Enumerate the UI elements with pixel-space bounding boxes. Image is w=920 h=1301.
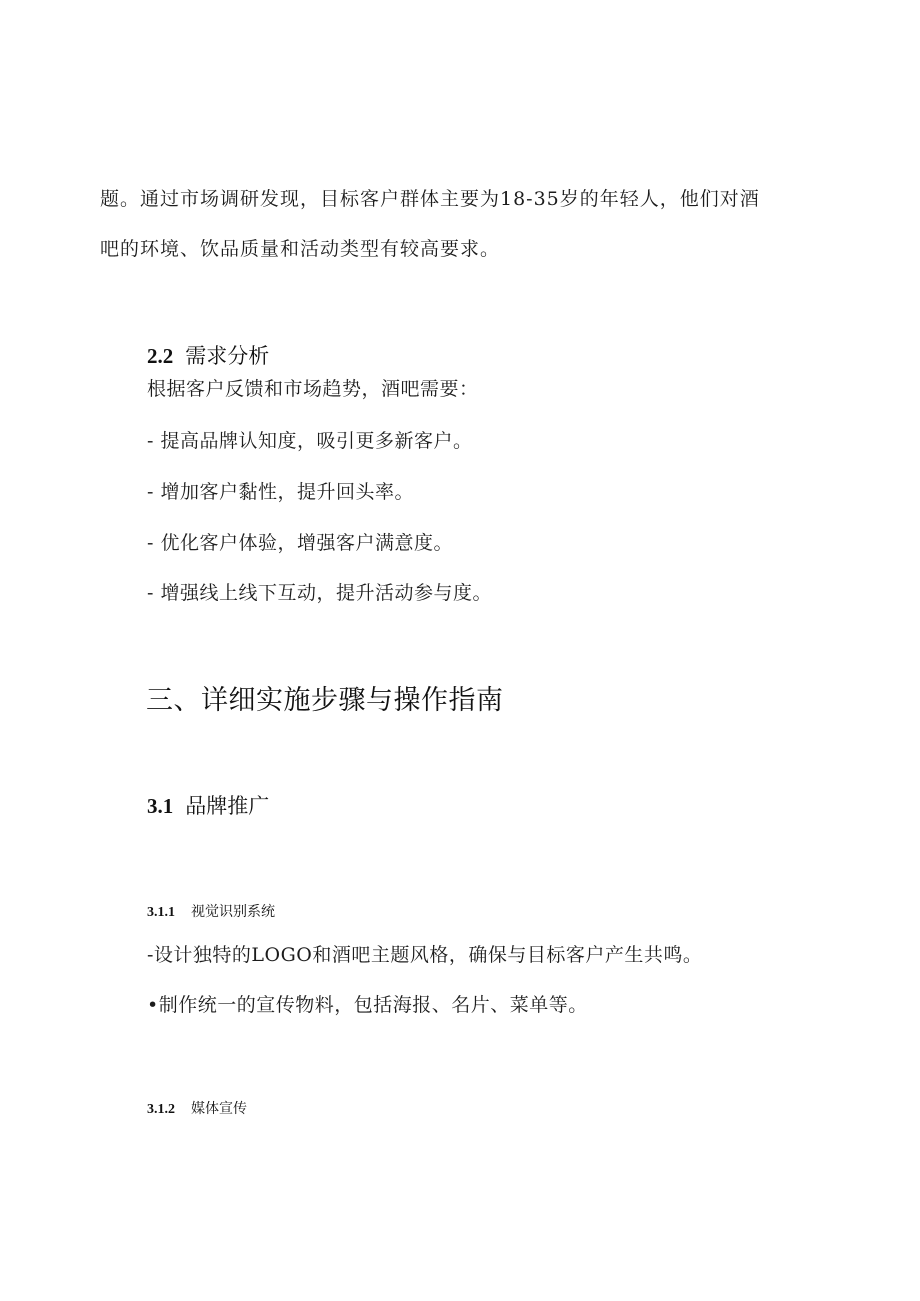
section-number: 3.1.1 [147, 905, 175, 920]
list-item: - 增强线上线下互动，提升活动参与度。 [147, 582, 492, 604]
list-item: - 提高品牌认知度，吸引更多新客户。 [147, 430, 473, 452]
section-number: 3.1 [147, 794, 174, 818]
section-2-2-lead: 根据客户反馈和市场趋势，酒吧需要： [147, 378, 479, 400]
section-number: 3.1.2 [147, 1102, 175, 1117]
section-title: 媒体宣传 [191, 1101, 247, 1117]
section-title: 品牌推广 [185, 794, 270, 818]
section-title: 需求分析 [185, 344, 270, 368]
section-number: 2.2 [147, 344, 174, 368]
list-item: •制作统一的宣传物料，包括海报、名片、菜单等。 [147, 994, 588, 1016]
intro-line-1: 题。通过市场调研发现，目标客户群体主要为18-35岁的年轻人，他们对酒 [100, 188, 760, 210]
section-3-heading: 三、详细实施步骤与操作指南 [146, 685, 504, 716]
list-item: - 优化客户体验，增强客户满意度。 [147, 532, 453, 554]
section-3-1-1-heading [147, 901, 275, 921]
section-3-1-2-heading [147, 1098, 247, 1118]
list-item: - 增加客户黏性，提升回头率。 [147, 481, 414, 503]
section-title: 视觉识别系统 [191, 904, 275, 920]
section-2-2-heading [147, 340, 269, 370]
intro-line-2: 吧的环境、饮品质量和活动类型有较高要求。 [100, 238, 501, 260]
list-item: -设计独特的LOGO和酒吧主题风格，确保与目标客户产生共鸣。 [147, 944, 703, 966]
section-3-1-heading [147, 790, 269, 820]
